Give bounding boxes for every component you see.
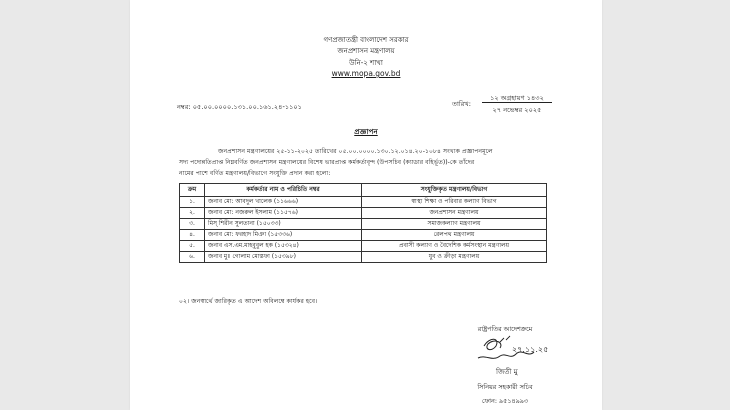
table-row <box>180 241 547 252</box>
signature-name: জিতী মু <box>496 368 518 376</box>
cell-officer-name: জনাব মো: আবদুল খালেক (১১৬৬৬) <box>205 197 362 208</box>
officers-table <box>179 183 547 263</box>
table-row <box>180 219 547 230</box>
cell-serial: ২. <box>180 208 205 219</box>
cell-officer-name: জনাব মো: নজরুল ইসলাম (১১৫৭৬) <box>205 208 362 219</box>
header-serial: ক্রম <box>180 184 205 197</box>
signature-order-text: রাষ্ট্রপতির আদেশক্রমে <box>477 325 533 333</box>
cell-officer-name: জনাব মুঃ গোলাম মোস্তফা (১৫৩৯৮) <box>205 252 362 263</box>
cell-officer-name: মিস্ শিরীন সুলতানা (১৫০৩৩) <box>205 219 362 230</box>
cell-ministry: জনপ্রশাসন মন্ত্রণালয় <box>362 208 547 219</box>
signature-date: ২৭.১১.২৫ <box>512 345 549 354</box>
paragraph-effective: ০২। জনস্বার্থে জারিকৃত এ আদেশ অবিলম্বে কার্যকর হবে। <box>179 298 318 305</box>
cell-ministry: প্রবাসী কল্যাণ ও বৈদেশিক কর্মসংস্থান মন্ত্রণালয় <box>362 241 547 252</box>
table-row <box>180 252 547 263</box>
cell-serial: ৩. <box>180 219 205 230</box>
table-row <box>180 197 547 208</box>
date-bangla: ১২ অগ্রহায়ণ ১৪৩২ <box>490 94 544 102</box>
document-page <box>130 0 602 410</box>
cell-serial: ১. <box>180 197 205 208</box>
paragraph-line-3: নামের পাশে বর্ণিত মন্ত্রণালয়/বিভাগে সংযুক্তি প্রদান করা হলো: <box>179 170 331 177</box>
date-english: ২৭ নভেম্বর ২০২৫ <box>492 106 542 114</box>
signatory-phone: ফোন: ৯৫১৪৯৯৩ <box>481 397 529 405</box>
header-ministry: সংযুক্তিকৃত মন্ত্রণালয়/বিভাগ <box>362 184 547 197</box>
signatory-title: সিনিয়র সহকারী সচিব <box>477 383 533 391</box>
cell-ministry: যুব ও ক্রীড়া মন্ত্রণালয় <box>362 252 547 263</box>
handwritten-signature <box>470 332 550 382</box>
memo-number: নম্বর: ০৫.০০.০০০০.১৩১.০০.১৬১.২৪-১১০১ <box>177 103 302 111</box>
header-website: www.mopa.gov.bd <box>331 69 401 78</box>
cell-serial: ৫. <box>180 241 205 252</box>
cell-serial: ৪. <box>180 230 205 241</box>
cell-ministry: রেলপথ মন্ত্রণালয় <box>362 230 547 241</box>
signature-stroke <box>484 339 501 349</box>
cell-ministry: সমাজকল্যাণ মন্ত্রণালয় <box>362 219 547 230</box>
header-ministry: জনপ্রশাসন মন্ত্রণালয় <box>337 47 395 55</box>
header-officer-name: কর্মকর্তার নাম ও পরিচিতি নম্বর <box>205 184 362 197</box>
cell-ministry: স্বাস্থ্য শিক্ষা ও পরিবার কল্যাণ বিভাগ <box>362 197 547 208</box>
table-row <box>180 208 547 219</box>
table-row <box>180 230 547 241</box>
notice-title: প্রজ্ঞাপন <box>354 127 378 136</box>
cell-serial: ৬. <box>180 252 205 263</box>
paragraph-line-1: জনপ্রশাসন মন্ত্রণালয়ের ২৫-১১-২০২৫ তারিখের ০৫.০০.০০০০.১৩০.১২.০১৪.২০-১০৮৪ সংখ্যক প্রজ্ঞাপনমূলে <box>218 148 493 155</box>
table-header-row <box>180 184 547 197</box>
header-government: গণপ্রজাতন্ত্রী বাংলাদেশ সরকার <box>323 36 409 44</box>
signature-stroke <box>500 336 510 342</box>
date-divider <box>482 102 552 103</box>
paragraph-line-2: সদ্য পদোন্নতিপ্রাপ্ত নিম্নবর্ণিত জনপ্রশাসন মন্ত্রণালয়ের বিশেষ ভারপ্রাপ্ত কর্মকর্তাবৃন্দ (উপসচিব (ক্যাডার বহির্ভূত))-কে তাঁদের <box>179 159 475 166</box>
cell-officer-name: জনাব মো: ফরহাদ মিঞা (১৫৩৩৬) <box>205 230 362 241</box>
header-section: উনি-২ শাখা <box>349 59 383 67</box>
cell-officer-name: জনাব এস.এম.মাহবুবুল হক (১৫৩২৪) <box>205 241 362 252</box>
date-label: তারিখ: <box>452 100 471 108</box>
